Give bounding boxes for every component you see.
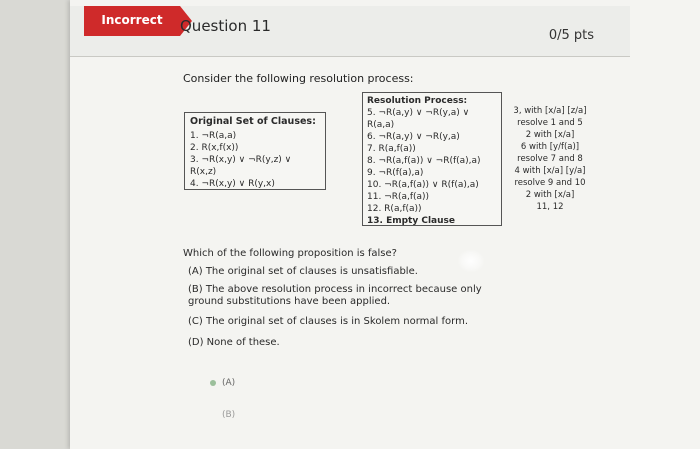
question-prompt: Consider the following resolution process: (183, 72, 414, 85)
resolution-step-5: 5. ¬R(a,y) ∨ ¬R(y,a) ∨ R(a,a) (367, 108, 470, 130)
clause-2: 2. R(x,f(x)) (190, 143, 239, 153)
option-b-text: (B) The above resolution process in incorrect because only ground substitutions have been applied. (188, 284, 482, 307)
resolution-step-9: 9. ¬R(f(a),a) (367, 168, 424, 178)
answer-choice-b[interactable] (222, 410, 235, 420)
resolution-step-8: 8. ¬R(a,f(a)) ∨ ¬R(f(a),a) (367, 156, 481, 166)
resolution-step-12: 12. R(a,f(a)) (367, 204, 422, 214)
resolution-title: Resolution Process: (367, 96, 468, 106)
clause-4: 4. ¬R(x,y) ∨ R(y,x) (190, 179, 275, 189)
justification-13: 11, 12 (536, 202, 564, 212)
resolution-step-11: 11. ¬R(a,f(a)) (367, 192, 430, 202)
justification-11: resolve 9 and 10 (514, 178, 586, 188)
resolution-step-7: 7. R(a,f(a)) (367, 144, 416, 154)
justification-8: 6 with [y/f(a)] (520, 142, 580, 152)
question-header (70, 6, 630, 57)
original-clauses-title: Original Set of Clauses: (190, 116, 316, 127)
points-label: 0/5 pts (548, 28, 594, 43)
clause-1: 1. ¬R(a,a) (190, 131, 237, 141)
justification-6: resolve 1 and 5 (517, 118, 583, 128)
clause-3: 3. ¬R(x,y) ∨ ¬R(y,z) ∨ R(x,z) (190, 155, 292, 177)
original-clauses-box (184, 112, 326, 190)
selected-answer-dot-icon (210, 380, 216, 386)
resolution-process-box (362, 92, 502, 226)
resolution-step-6: 6. ¬R(a,y) ∨ ¬R(y,a) (367, 132, 460, 142)
option-a-text: (A) The original set of clauses is unsatisfiable. (188, 266, 418, 277)
justification-7: 2 with [x/a] (525, 130, 575, 140)
justification-9: resolve 7 and 8 (517, 154, 583, 164)
answer-choice-b-label: (B) (222, 410, 236, 420)
question-text: Which of the following proposition is false? (183, 248, 397, 259)
justification-10: 4 with [x/a] [y/a] (514, 166, 586, 176)
justification-column (500, 105, 600, 213)
resolution-step-10: 10. ¬R(a,f(a)) ∨ R(f(a),a) (367, 180, 479, 190)
question-title: Question 11 (180, 17, 271, 35)
justification-12: 2 with [x/a] (525, 190, 575, 200)
incorrect-badge: Incorrect (84, 6, 180, 36)
answer-choice-a-label: (A) (222, 378, 236, 388)
justification-5: 3, with [x/a] [z/a] (513, 106, 587, 116)
answer-choice-a[interactable] (210, 378, 235, 388)
resolution-step-13: 13. Empty Clause (367, 216, 455, 226)
option-c-text: (C) The original set of clauses is in Skolem normal form. (188, 316, 468, 327)
option-d-text: (D) None of these. (188, 337, 280, 348)
